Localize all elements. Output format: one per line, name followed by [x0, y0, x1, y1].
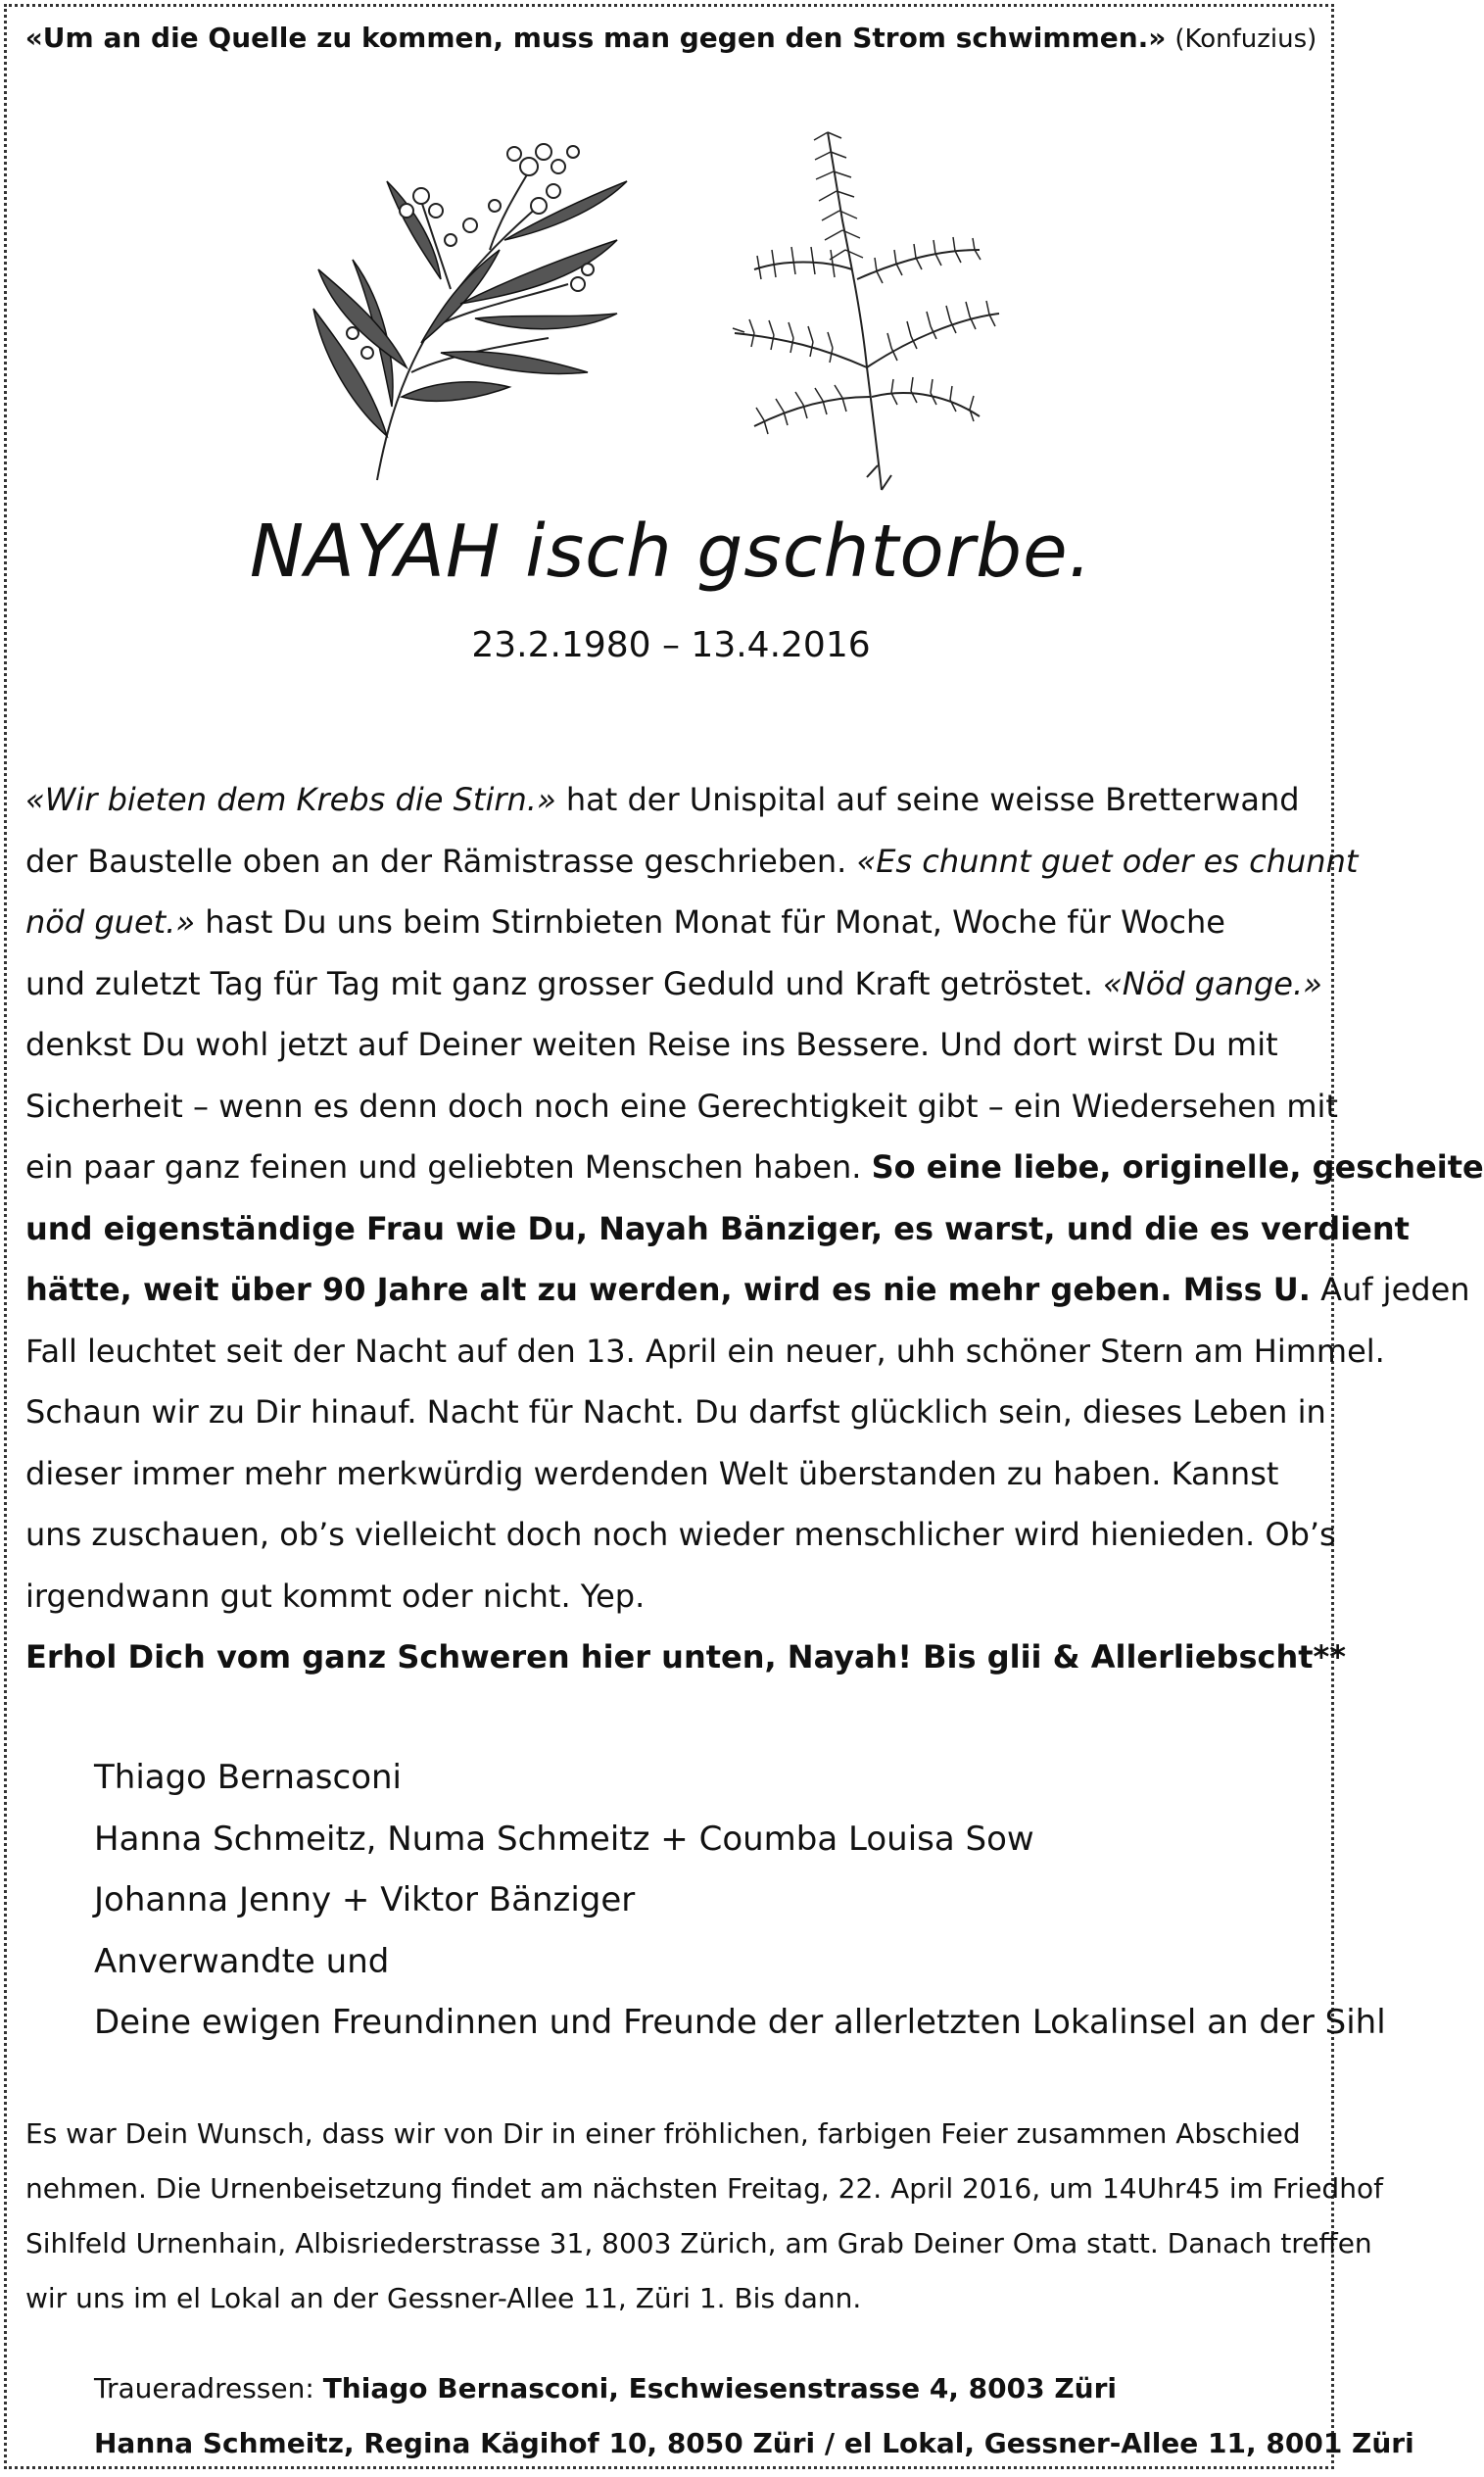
page-title: NAYAH isch gschtorbe.: [249, 510, 1093, 594]
plant-illustrations: [294, 113, 1077, 495]
text-line: Sicherheit – wenn es denn doch noch eine Gerechtigkeit gibt – ein Wiedersehen mit: [25, 1087, 1338, 1125]
text-span: hast Du uns beim Stirnbieten Monat für Monat, Woche für Woche: [195, 903, 1225, 941]
text-span: hat der Unispital auf seine weisse Bretterwand: [555, 781, 1300, 818]
address-label: Traueradressen:: [94, 2372, 323, 2404]
fern-branch-icon: [733, 132, 999, 490]
text-line: [25, 769, 1318, 831]
bold-span: Erhol Dich vom ganz Schweren hier unten, Nayah! Bis glii & Allerliebscht**: [25, 1638, 1346, 1676]
ceremony-line: Sihlfeld Urnenhain, Albisriederstrasse 31, 8003 Zürich, am Grab Deiner Oma statt. Danach treffen: [25, 2227, 1372, 2259]
text-line: irgendwann gut kommt oder nicht. Yep.: [25, 1577, 646, 1615]
address-first: Thiago Bernasconi, Eschwiesenstrasse 4, 8003 Züri: [322, 2372, 1118, 2404]
bold-span: hätte, weit über 90 Jahre alt zu werden, wird es nie mehr geben. Miss U.: [25, 1271, 1311, 1308]
signer-line: Hanna Schmeitz, Numa Schmeitz + Coumba Louisa Sow: [94, 1819, 1034, 1859]
signer-line: Thiago Bernasconi: [94, 1758, 403, 1797]
obituary-text: [25, 769, 1484, 1688]
bold-span: So eine liebe, originelle, gescheite: [871, 1148, 1484, 1186]
mourning-addresses: [94, 2361, 1414, 2471]
text-line: uns zuschauen, ob’s vielleicht doch noch wieder menschlicher wird hienieden. Ob’s: [25, 1516, 1336, 1553]
ceremony-line: Es war Dein Wunsch, dass wir von Dir in einer fröhlichen, farbigen Feier zusammen Abschied: [25, 2117, 1301, 2150]
text-line: [25, 1627, 1346, 1688]
address-line: [94, 2361, 1414, 2416]
text-line: Schaun wir zu Dir hinauf. Nacht für Nacht. Du darfst glücklich sein, dieses Leben in: [25, 1393, 1326, 1431]
text-line: [25, 1137, 1484, 1198]
text-line: [25, 1259, 1470, 1321]
text-line: denkst Du wohl jetzt auf Deiner weiten Reise ins Bessere. Und dort wirst Du mit: [25, 1026, 1278, 1063]
bold-span: und eigenständige Frau wie Du, Nayah Bänziger, es warst, und die es verdient: [25, 1209, 1410, 1247]
ceremony-line: nehmen. Die Urnenbeisetzung findet am nächsten Freitag, 22. April 2016, um 14Uhr45 im Friedhof: [25, 2172, 1383, 2205]
signers-list: [94, 1747, 1386, 2054]
epigraph-author: (Konfuzius): [1174, 24, 1317, 54]
text-line: [25, 1198, 1410, 1260]
text-span: ein paar ganz feinen und geliebten Menschen haben.: [25, 1148, 872, 1186]
text-line: Fall leuchtet seit der Nacht auf den 13. April ein neuer, uhh schöner Stern am Himmel.: [25, 1332, 1385, 1370]
signer-line: Anverwandte und: [94, 1941, 390, 1981]
text-line: [25, 892, 1318, 953]
life-dates: 23.2.1980 – 13.4.2016: [471, 625, 871, 665]
address-second: Hanna Schmeitz, Regina Kägihof 10, 8050 Züri / el Lokal, Gessner-Allee 11, 8001 Züri: [94, 2427, 1414, 2459]
epigraph-quote: «Um an die Quelle zu kommen, muss man gegen den Strom schwimmen.»: [24, 22, 1167, 54]
italic-quote: «Nöd gange.»: [1103, 964, 1322, 1002]
italic-quote: «Wir bieten dem Krebs die Stirn.»: [25, 781, 556, 818]
text-span: und zuletzt Tag für Tag mit ganz grosser Geduld und Kraft getröstet.: [25, 964, 1104, 1002]
address-line: [94, 2416, 1414, 2471]
italic-quote: «Es chunnt guet oder es chunnt: [856, 842, 1359, 880]
ceremony-info: [25, 2107, 1383, 2326]
text-line: [25, 831, 1359, 893]
signer-line: Johanna Jenny + Viktor Bänziger: [94, 1880, 636, 1919]
text-span: Auf jeden: [1310, 1271, 1470, 1308]
mimosa-branch-icon: [313, 144, 627, 480]
signer-line: Deine ewigen Freundinnen und Freunde der allerletzten Lokalinsel an der Sihl: [94, 2003, 1386, 2042]
ceremony-line: wir uns im el Lokal an der Gessner-Allee 11, Züri 1. Bis dann.: [25, 2282, 862, 2314]
text-line: dieser immer mehr merkwürdig werdenden Welt überstanden zu haben. Kannst: [25, 1454, 1279, 1492]
epigraph: [0, 22, 1342, 54]
italic-quote: nöd guet.»: [25, 903, 196, 941]
text-line: [25, 953, 1322, 1015]
text-span: der Baustelle oben an der Rämistrasse geschrieben.: [25, 842, 857, 880]
